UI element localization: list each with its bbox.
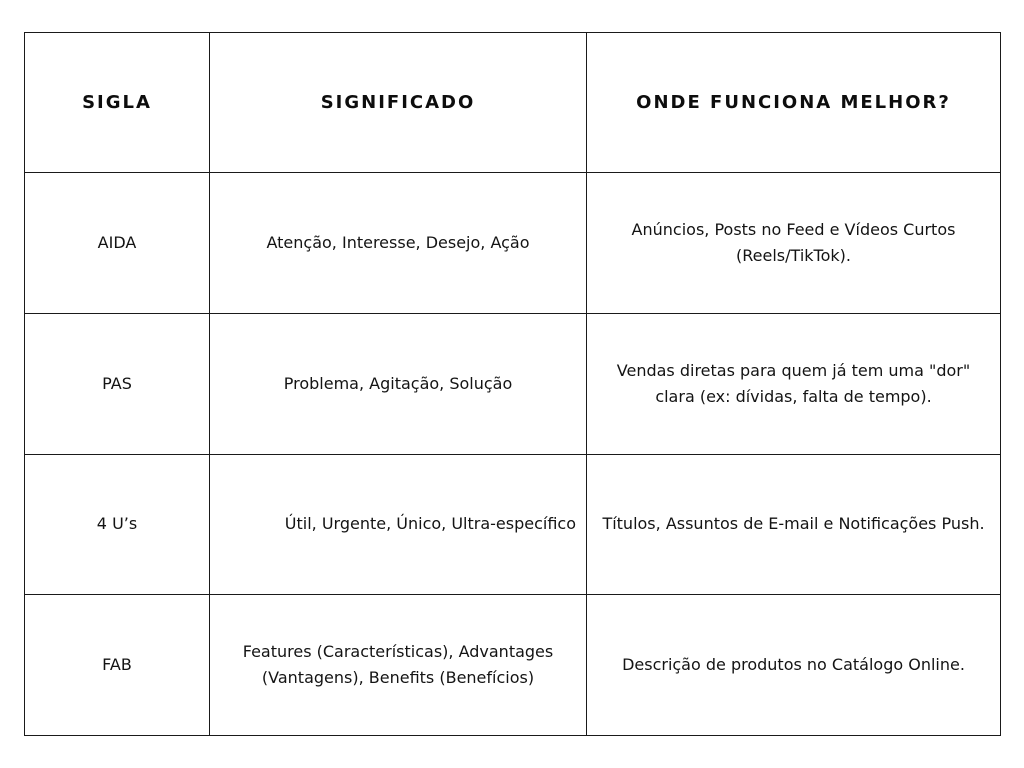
table-row [25, 173, 1001, 314]
cell-sigla: FAB [25, 595, 210, 736]
cell-significado: Features (Características), Advantages (Vantagens), Benefits (Benefícios) [210, 595, 587, 736]
cell-sigla: 4 U’s [25, 454, 210, 595]
header-sigla: SIGLA [25, 33, 210, 173]
table-row [25, 313, 1001, 454]
table-row [25, 454, 1001, 595]
cell-sigla: PAS [25, 313, 210, 454]
cell-onde-funciona: Títulos, Assuntos de E-mail e Notificações Push. [587, 454, 1001, 595]
cell-onde-funciona: Anúncios, Posts no Feed e Vídeos Curtos (Reels/TikTok). [587, 173, 1001, 314]
cell-onde-funciona: Descrição de produtos no Catálogo Online. [587, 595, 1001, 736]
cell-significado: Problema, Agitação, Solução [210, 313, 587, 454]
comparison-table-container [24, 32, 1000, 736]
header-onde-funciona: ONDE FUNCIONA MELHOR? [587, 33, 1001, 173]
table-header-row [25, 33, 1001, 173]
cell-sigla: AIDA [25, 173, 210, 314]
cell-onde-funciona: Vendas diretas para quem já tem uma "dor" clara (ex: dívidas, falta de tempo). [587, 313, 1001, 454]
copywriting-formulas-table [24, 32, 1001, 736]
header-significado: SIGNIFICADO [210, 33, 587, 173]
cell-significado: Útil, Urgente, Único, Ultra-específico [210, 454, 587, 595]
cell-significado: Atenção, Interesse, Desejo, Ação [210, 173, 587, 314]
table-row [25, 595, 1001, 736]
